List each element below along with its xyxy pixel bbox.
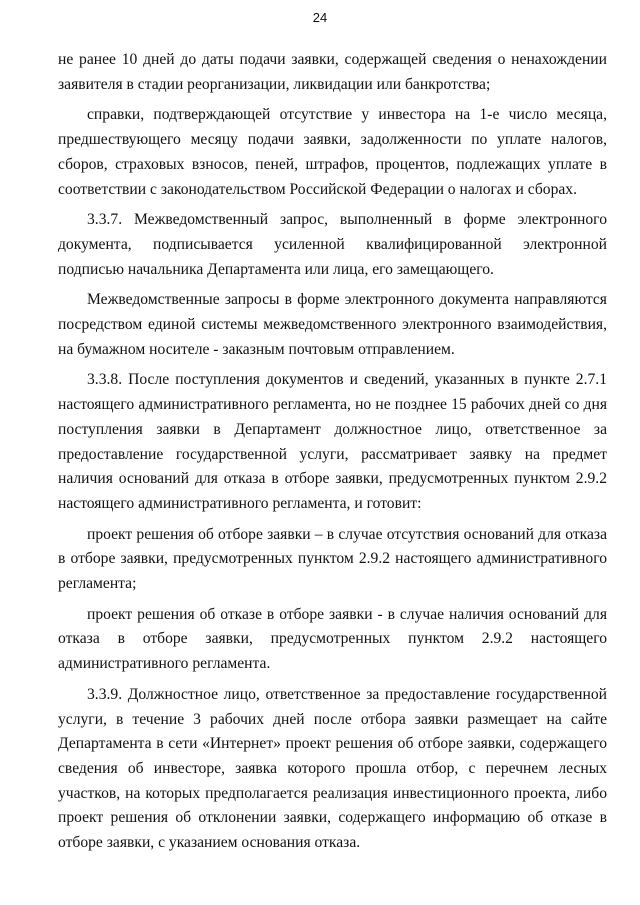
paragraph-continuation: не ранее 10 дней до даты подачи заявки, содержащей сведения о ненахождении заявителя в стадии реорганизации, ликвидации или банкротства; — [58, 51, 607, 93]
paragraph-interagency-requests: Межведомственные запросы в форме электронного документа направляются посредством единой системы межведомственного электронного взаимодействия, на бумажном носителе - заказным почтовым отправлением. — [58, 291, 607, 358]
page-number: 24 — [312, 10, 328, 25]
paragraph-3-3-7: 3.3.7. Межведомственный запрос, выполненный в форме электронного документа, подписывается усиленной квалифицированной электронной подписью начальника Департамента или лица, его замещающего. — [58, 211, 607, 278]
paragraph-tax-certificate: справки, подтверждающей отсутствие у инвестора на 1-е число месяца, предшествующего месяцу подачи заявки, задолженности по уплате налогов, сборов, страховых взносов, пеней, штрафов, процентов, подлежащих уплате в соответствии с законодательством Российской Федерации о налогах и сборах. — [58, 106, 607, 198]
paragraph-3-3-9: 3.3.9. Должностное лицо, ответственное за предоставление государственной услуги, в течение 3 рабочих дней после отбора заявки размещает на сайте Департамента в сети «Интернет» проект решения об отборе заявки, содержащего сведения об инвесторе, заявка которого прошла отбор, с перечнем лесных участков, на которых предполагается реализация инвестиционного проекта, либо проект решения об отклонении заявки, содержащего информацию об отказе в отборе заявки, с указанием основания отказа. — [58, 685, 607, 852]
paragraph-selection-decision: проект решения об отборе заявки – в случае отсутствия оснований для отказа в отборе заявки, предусмотренных пунктом 2.9.2 настоящего административного регламента; — [58, 525, 607, 593]
document-body — [58, 48, 607, 862]
paragraph-refusal-decision: проект решения об отказе в отборе заявки - в случае наличия оснований для отказа в отборе заявки, предусмотренных пунктом 2.9.2 настоящего административного регламента. — [58, 605, 607, 673]
paragraph-3-3-8: 3.3.8. После поступления документов и сведений, указанных в пункте 2.7.1 настоящего административного регламента, но не позднее 15 рабочих дней со дня поступления заявки в Департамент должностное лицо, ответственное за предоставление государственной услуги, рассматривает заявку на предмет наличия оснований для отказа в отборе заявки, предусмотренных пунктом 2.9.2 настоящего административного регламента, и готовит: — [58, 371, 607, 512]
